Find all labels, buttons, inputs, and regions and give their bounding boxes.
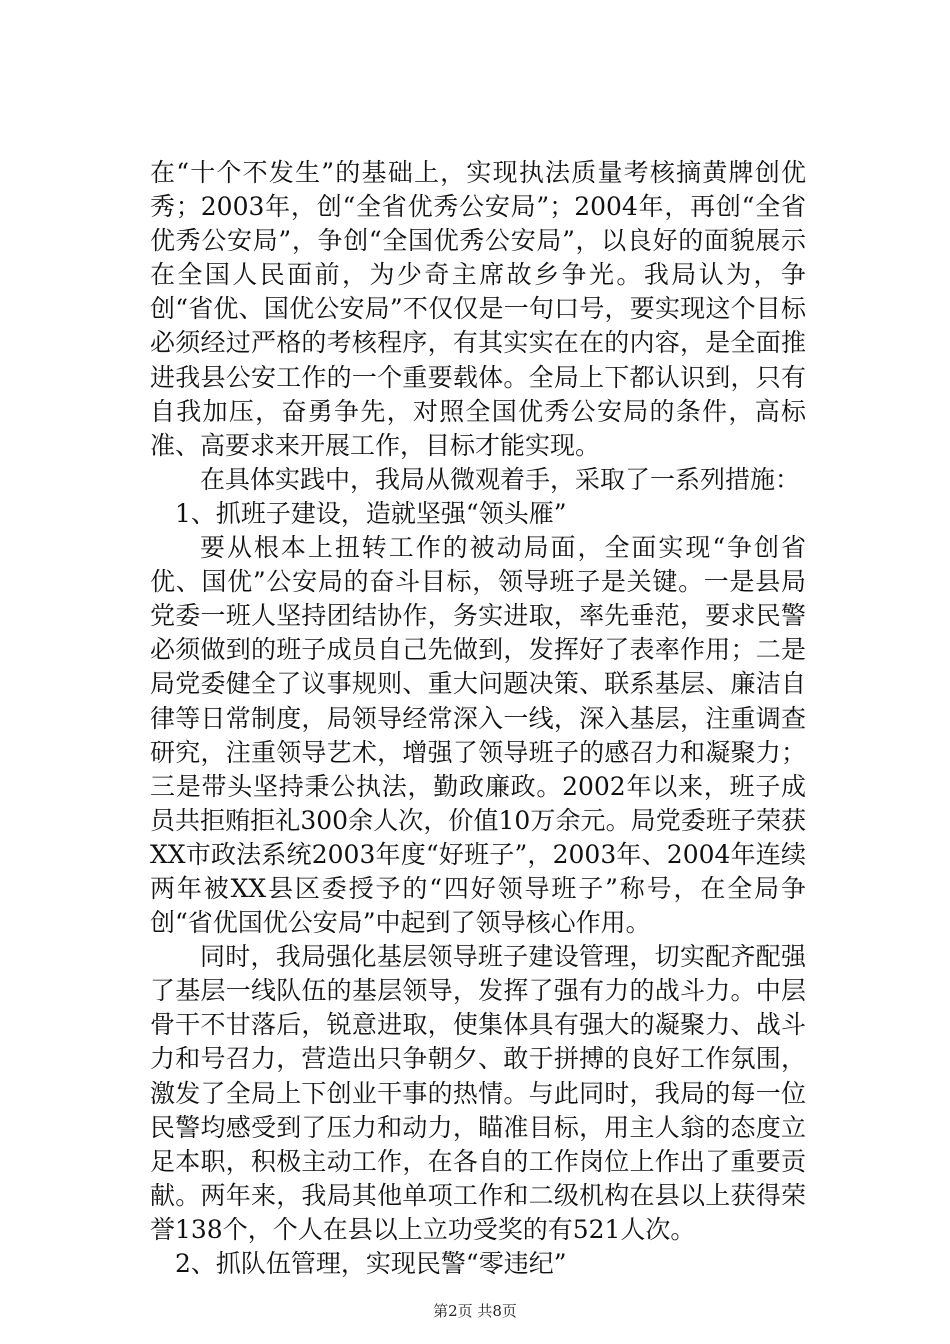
section-heading-1: 1、抓班子建设，造就坚强“领头雁”: [175, 498, 567, 528]
page-number-footer: 第2页 共8页: [433, 1302, 517, 1320]
document-body: [150, 156, 806, 1281]
paragraph-leadership: 要从根本上扭转工作的被动局面，全面实现“争创省优、国优”公安局的奋斗目标，领导班子是关键。一是县局党委一班人坚持团结协作，务实进取，率先垂范，要求民警必须做到的班子成员自己先做到，发挥好了表率作用；二是局党委健全了议事规则、重大问题决策、联系基层、廉洁自律等日常制度，局领导经常深入一线，深入基层，注重调查研究，注重领导艺术，增强了领导班子的感召力和凝聚力；三是带头坚持秉公执法，勤政廉政。2002年以来，班子成员共拒贿拒礼300余人次，价值10万余元。局党委班子荣获XX市政法系统2003年度“好班子”，2003年、2004年连续两年被XX县区委授予的“四好领导班子”称号，在全局争创“省优国优公安局”中起到了领导核心作用。: [150, 533, 806, 938]
section-heading-2: 2、抓队伍管理，实现民警“零违纪”: [175, 1249, 567, 1278]
paragraph-continuation: 在“十个不发生”的基础上，实现执法质量考核摘黄牌创优秀；2003年，创“全省优秀公安局”；2004年，再创“全省优秀公安局”，争创“全国优秀公安局”，以良好的面貌展示在全国人民面前，为少奇主席故乡争光。我局认为，争创“省优、国优公安局”不仅仅是一句口号，要实现这个目标必须经过严格的考核程序，有其实实在在的内容，是全面推进我县公安工作的一个重要载体。全局上下都认识到，只有自我加压，奋勇争先，对照全国优秀公安局的条件，高标准、高要求来开展工作，目标才能实现。: [150, 158, 806, 460]
paragraph-measures-intro: 在具体实践中，我局从微观着手，采取了一系列措施：: [200, 464, 801, 494]
paragraph-grassroots: 同时，我局强化基层领导班子建设管理，切实配齐配强了基层一线队伍的基层领导，发挥了强有力的战斗力。中层骨干不甘落后，锐意进取，使集体具有强大的凝聚力、战斗力和号召力，营造出只争朝夕、敢于拼搏的良好工作氛围，激发了全局上下创业干事的热情。与此同时，我局的每一位民警均感受到了压力和动力，瞄准目标，用主人翁的态度立足本职，积极主动工作，在各自的工作岗位上作出了重要贡献。两年来，我局其他单项工作和二级机构在县以上获得荣誉138个，个人在县以上立功受奖的有521人次。: [150, 942, 806, 1244]
